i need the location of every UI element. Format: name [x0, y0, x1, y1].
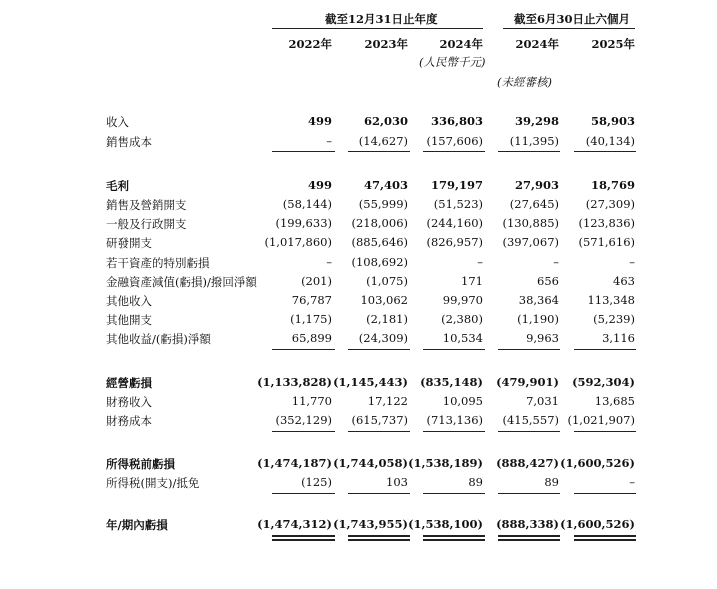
row-label-operating-loss: 經營虧損 [106, 376, 152, 390]
cell-other-income-2024h1: 38,364 [518, 293, 559, 307]
total-double-rule [574, 539, 636, 541]
cell-admin-2022: (199,633) [275, 216, 332, 230]
row-label-gross-profit: 毛利 [106, 179, 129, 193]
cell-rnd-2023: (885,646) [351, 235, 408, 249]
row-label-other-gains: 其他收益/(虧損)淨額 [106, 332, 211, 346]
row-label-finance-income: 財務收入 [106, 395, 152, 409]
row-label-loss-before-tax: 所得税前虧損 [106, 457, 175, 471]
year-header-2024: 2024年 [439, 37, 483, 51]
cell-lbt-2022: (1,474,187) [257, 456, 332, 470]
subtotal-rule [272, 431, 335, 432]
cell-other-exp-2024h1: (1,190) [517, 312, 559, 326]
cell-impairment-2022: (201) [301, 274, 332, 288]
cell-cost-of-sales-2024: (157,606) [426, 134, 483, 148]
cell-other-income-2025h1: 113,348 [587, 293, 635, 307]
cell-special-2025h1: – [629, 255, 635, 269]
cell-special-2024: – [477, 255, 483, 269]
cell-other-income-2022: 76,787 [291, 293, 332, 307]
cell-lbt-2023: (1,744,058) [333, 456, 408, 470]
cell-revenue-2023: 62,030 [363, 114, 408, 128]
cell-impairment-2025h1: 463 [613, 274, 635, 288]
cell-special-2023: (108,692) [351, 255, 408, 269]
cell-impairment-2024: 171 [461, 274, 483, 288]
cell-rnd-2022: (1,017,860) [264, 235, 332, 249]
cell-revenue-2024h1: 39,298 [514, 114, 559, 128]
cell-lbt-2024: (1,538,189) [408, 456, 483, 470]
row-label-impairment: 金融資產減值(虧損)/撥回淨額 [106, 275, 257, 289]
cell-special-2024h1: – [553, 255, 559, 269]
subtotal-rule [498, 349, 560, 350]
cell-tax-2025h1: – [629, 475, 635, 489]
cell-other-gains-2025h1: 3,116 [602, 331, 635, 345]
cell-rnd-2024h1: (397,067) [502, 235, 559, 249]
row-label-selling-expenses: 銷售及營銷開支 [106, 198, 187, 212]
cell-admin-2024: (244,160) [426, 216, 483, 230]
cell-selling-2024h1: (27,645) [509, 197, 559, 211]
subtotal-rule [574, 493, 636, 494]
subtotal-rule [498, 431, 560, 432]
cell-gross-profit-2023: 47,403 [363, 178, 408, 192]
subtotal-rule [423, 151, 485, 152]
cell-other-income-2024: 99,970 [442, 293, 483, 307]
row-label-cost-of-sales: 銷售成本 [106, 135, 152, 149]
subtotal-rule [348, 349, 410, 350]
subtotal-rule [348, 493, 410, 494]
cell-cost-of-sales-2022: – [326, 134, 332, 148]
header-year-ended-title: 截至12月31日止年度 [325, 12, 438, 26]
cell-rnd-2024: (826,957) [426, 235, 483, 249]
cell-lbt-2024h1: (888,427) [496, 456, 559, 470]
total-double-rule [423, 535, 485, 537]
cell-tax-2024h1: 89 [544, 475, 559, 489]
cell-gross-profit-2024: 179,197 [430, 178, 483, 192]
total-double-rule [423, 539, 485, 541]
cell-selling-2022: (58,144) [282, 197, 332, 211]
cell-impairment-2024h1: 656 [537, 274, 559, 288]
cell-revenue-2025h1: 58,903 [590, 114, 635, 128]
subtotal-rule [423, 349, 485, 350]
cell-op-loss-2025h1: (592,304) [572, 375, 635, 389]
cell-gross-profit-2024h1: 27,903 [514, 178, 559, 192]
cell-cost-of-sales-2024h1: (11,395) [509, 134, 559, 148]
row-label-revenue: 收入 [106, 115, 129, 129]
cell-other-gains-2024h1: 9,963 [526, 331, 559, 345]
subtotal-rule [423, 493, 485, 494]
cell-admin-2024h1: (130,885) [502, 216, 559, 230]
cell-other-exp-2024: (2,380) [441, 312, 483, 326]
cell-fin-inc-2022: 11,770 [291, 394, 332, 408]
header-rule-year [272, 28, 483, 29]
cell-revenue-2024: 336,803 [430, 114, 483, 128]
row-label-admin-expenses: 一般及行政開支 [106, 217, 187, 231]
cell-fin-inc-2025h1: 13,685 [594, 394, 635, 408]
row-label-loss-for-period: 年/期內虧損 [106, 518, 168, 532]
cell-op-loss-2024h1: (479,901) [496, 375, 559, 389]
cell-impairment-2023: (1,075) [366, 274, 408, 288]
total-double-rule [272, 535, 335, 537]
total-double-rule [348, 539, 410, 541]
subtotal-rule [272, 349, 335, 350]
cell-other-gains-2024: 10,534 [442, 331, 483, 345]
cell-gross-profit-2025h1: 18,769 [590, 178, 635, 192]
currency-note: (人民幣千元) [419, 55, 486, 69]
cell-tax-2024: 89 [468, 475, 483, 489]
unaudited-note: (未經審核) [497, 75, 552, 89]
cell-admin-2025h1: (123,836) [578, 216, 635, 230]
cell-cost-of-sales-2023: (14,627) [358, 134, 408, 148]
cell-op-loss-2024: (835,148) [420, 375, 483, 389]
row-label-finance-costs: 財務成本 [106, 414, 152, 428]
row-label-special-loss: 若干資產的特別虧損 [106, 256, 210, 270]
cell-selling-2024: (51,523) [433, 197, 483, 211]
row-label-other-income: 其他收入 [106, 294, 152, 308]
total-double-rule [498, 535, 560, 537]
subtotal-rule [574, 151, 636, 152]
cell-fin-inc-2024h1: 7,031 [526, 394, 559, 408]
subtotal-rule [423, 431, 485, 432]
cell-op-loss-2022: (1,133,828) [257, 375, 332, 389]
cell-gross-profit-2022: 499 [307, 178, 332, 192]
year-header-2025-h1: 2025年 [591, 37, 635, 51]
cell-fin-inc-2024: 10,095 [442, 394, 483, 408]
row-label-income-tax: 所得税(開支)/抵免 [106, 476, 200, 490]
subtotal-rule [272, 493, 335, 494]
year-header-2023: 2023年 [364, 37, 408, 51]
header-six-months-title: 截至6月30日止六個月 [514, 12, 631, 26]
cell-tax-2023: 103 [386, 475, 408, 489]
cell-net-loss-2024h1: (888,338) [496, 517, 559, 531]
subtotal-rule [348, 151, 410, 152]
cell-other-gains-2022: 65,899 [291, 331, 332, 345]
cell-fin-cost-2024: (713,136) [426, 413, 483, 427]
cell-cost-of-sales-2025h1: (40,134) [585, 134, 635, 148]
cell-special-2022: – [326, 255, 332, 269]
cell-other-exp-2022: (1,175) [290, 312, 332, 326]
total-double-rule [348, 535, 410, 537]
cell-fin-cost-2023: (615,737) [351, 413, 408, 427]
cell-lbt-2025h1: (1,600,526) [560, 456, 635, 470]
cell-other-income-2023: 103,062 [360, 293, 408, 307]
year-header-2024-h1: 2024年 [515, 37, 559, 51]
cell-op-loss-2023: (1,145,443) [333, 375, 408, 389]
cell-fin-cost-2025h1: (1,021,907) [567, 413, 635, 427]
cell-rnd-2025h1: (571,616) [578, 235, 635, 249]
subtotal-rule [348, 431, 410, 432]
cell-net-loss-2022: (1,474,312) [257, 517, 332, 531]
total-double-rule [574, 535, 636, 537]
subtotal-rule [272, 151, 335, 152]
cell-net-loss-2024: (1,538,100) [408, 517, 483, 531]
cell-revenue-2022: 499 [307, 114, 332, 128]
cell-selling-2023: (55,999) [358, 197, 408, 211]
cell-fin-cost-2024h1: (415,557) [502, 413, 559, 427]
cell-selling-2025h1: (27,309) [585, 197, 635, 211]
subtotal-rule [574, 431, 636, 432]
subtotal-rule [498, 151, 560, 152]
row-label-rnd-expenses: 研發開支 [106, 236, 152, 250]
cell-net-loss-2023: (1,743,955) [333, 517, 408, 531]
cell-net-loss-2025h1: (1,600,526) [560, 517, 635, 531]
cell-fin-cost-2022: (352,129) [275, 413, 332, 427]
subtotal-rule [574, 349, 636, 350]
cell-other-exp-2023: (2,181) [366, 312, 408, 326]
year-header-2022: 2022年 [288, 37, 332, 51]
cell-fin-inc-2023: 17,122 [367, 394, 408, 408]
cell-other-exp-2025h1: (5,239) [593, 312, 635, 326]
total-double-rule [498, 539, 560, 541]
cell-other-gains-2023: (24,309) [358, 331, 408, 345]
cell-admin-2023: (218,006) [351, 216, 408, 230]
row-label-other-expenses: 其他開支 [106, 313, 152, 327]
cell-tax-2022: (125) [301, 475, 332, 489]
header-rule-six-months [503, 28, 635, 29]
subtotal-rule [498, 493, 560, 494]
total-double-rule [272, 539, 335, 541]
